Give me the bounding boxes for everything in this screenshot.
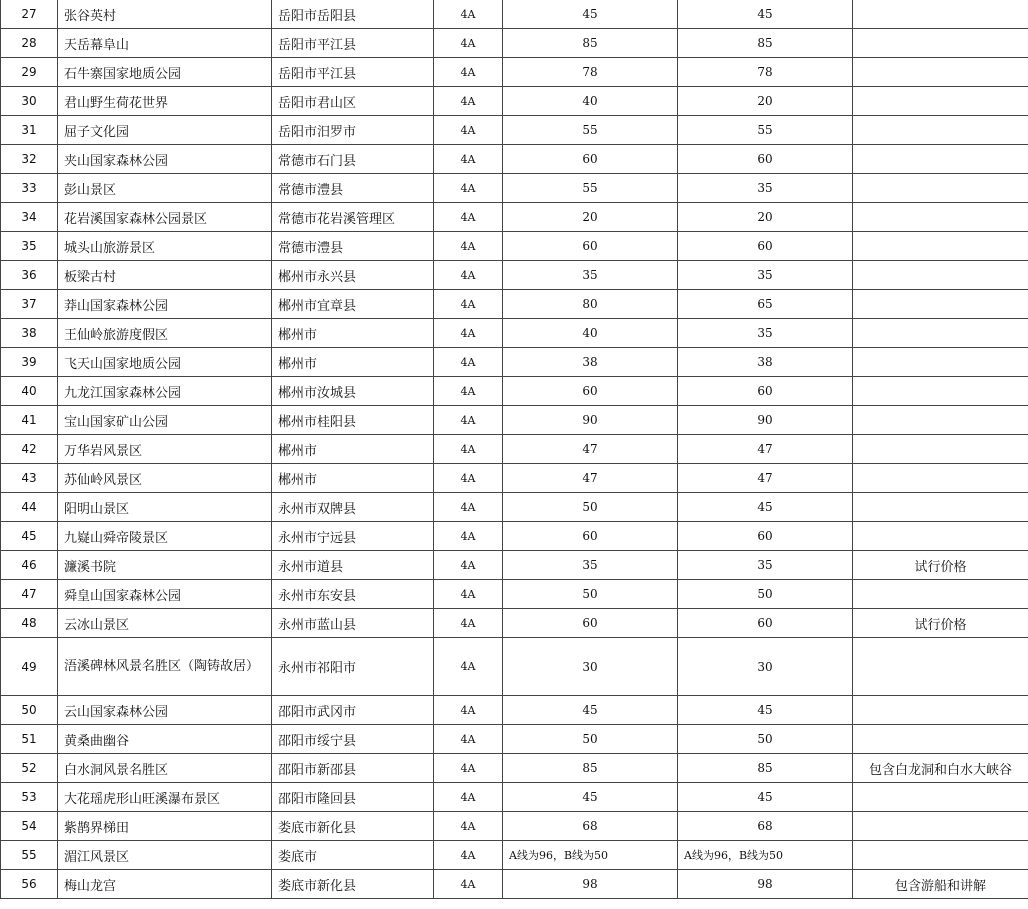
ticket-price: A线为96，B线为50 (503, 841, 678, 870)
scenic-location: 永州市道县 (272, 551, 434, 580)
scenic-name: 紫鹊界梯田 (58, 812, 272, 841)
scenic-location: 郴州市 (272, 464, 434, 493)
scenic-location: 岳阳市平江县 (272, 29, 434, 58)
scenic-location: 永州市双牌县 (272, 493, 434, 522)
scenic-grade: 4A (434, 116, 503, 145)
row-index: 44 (1, 493, 58, 522)
scenic-location: 邵阳市新邵县 (272, 754, 434, 783)
adjusted-price: 30 (678, 638, 853, 696)
remark (853, 116, 1028, 145)
row-index: 48 (1, 609, 58, 638)
scenic-location: 娄底市新化县 (272, 870, 434, 899)
ticket-price: 50 (503, 725, 678, 754)
scenic-grade: 4A (434, 551, 503, 580)
row-index: 41 (1, 406, 58, 435)
adjusted-price: 50 (678, 580, 853, 609)
ticket-price: 85 (503, 29, 678, 58)
scenic-name: 宝山国家矿山公园 (58, 406, 272, 435)
scenic-grade: 4A (434, 232, 503, 261)
scenic-name: 屈子文化园 (58, 116, 272, 145)
remark (853, 203, 1028, 232)
scenic-name: 黄桑曲幽谷 (58, 725, 272, 754)
adjusted-price: A线为96，B线为50 (678, 841, 853, 870)
scenic-location: 永州市东安县 (272, 580, 434, 609)
scenic-name: 张谷英村 (58, 0, 272, 29)
ticket-price: 55 (503, 116, 678, 145)
ticket-price: 78 (503, 58, 678, 87)
adjusted-price: 45 (678, 783, 853, 812)
ticket-price: 90 (503, 406, 678, 435)
table-row (1, 348, 1028, 377)
scenic-location: 岳阳市汨罗市 (272, 116, 434, 145)
scenic-grade: 4A (434, 0, 503, 29)
scenic-grade: 4A (434, 812, 503, 841)
remark (853, 522, 1028, 551)
scenic-name: 飞天山国家地质公园 (58, 348, 272, 377)
scenic-location: 郴州市 (272, 319, 434, 348)
adjusted-price: 45 (678, 0, 853, 29)
ticket-price: 30 (503, 638, 678, 696)
remark: 包含白龙洞和白水大峡谷 (853, 754, 1028, 783)
remark (853, 348, 1028, 377)
scenic-grade: 4A (434, 464, 503, 493)
scenic-name: 彭山景区 (58, 174, 272, 203)
scenic-location: 郴州市宜章县 (272, 290, 434, 319)
remark: 试行价格 (853, 551, 1028, 580)
adjusted-price: 85 (678, 29, 853, 58)
scenic-name: 大花瑶虎形山旺溪瀑布景区 (58, 783, 272, 812)
row-index: 33 (1, 174, 58, 203)
scenic-grade: 4A (434, 319, 503, 348)
table-row (1, 812, 1028, 841)
remark: 包含游船和讲解 (853, 870, 1028, 899)
scenic-grade: 4A (434, 435, 503, 464)
scenic-grade: 4A (434, 638, 503, 696)
table-row (1, 174, 1028, 203)
ticket-price: 60 (503, 522, 678, 551)
remark (853, 696, 1028, 725)
row-index: 31 (1, 116, 58, 145)
table-row (1, 203, 1028, 232)
scenic-location: 常德市澧县 (272, 174, 434, 203)
scenic-grade: 4A (434, 696, 503, 725)
scenic-location: 郴州市汝城县 (272, 377, 434, 406)
remark (853, 232, 1028, 261)
ticket-price: 45 (503, 0, 678, 29)
row-index: 55 (1, 841, 58, 870)
row-index: 56 (1, 870, 58, 899)
row-index: 32 (1, 145, 58, 174)
row-index: 29 (1, 58, 58, 87)
row-index: 51 (1, 725, 58, 754)
scenic-name: 苏仙岭风景区 (58, 464, 272, 493)
adjusted-price: 60 (678, 377, 853, 406)
scenic-name: 板梁古村 (58, 261, 272, 290)
adjusted-price: 35 (678, 319, 853, 348)
row-index: 28 (1, 29, 58, 58)
scenic-location: 邵阳市绥宁县 (272, 725, 434, 754)
row-index: 49 (1, 638, 58, 696)
ticket-price: 47 (503, 435, 678, 464)
adjusted-price: 35 (678, 174, 853, 203)
row-index: 38 (1, 319, 58, 348)
ticket-price: 45 (503, 783, 678, 812)
remark (853, 87, 1028, 116)
remark (853, 493, 1028, 522)
scenic-location: 邵阳市隆回县 (272, 783, 434, 812)
remark (853, 435, 1028, 464)
remark (853, 464, 1028, 493)
ticket-price: 60 (503, 377, 678, 406)
table-body (1, 0, 1028, 899)
table-row (1, 464, 1028, 493)
scenic-name: 天岳幕阜山 (58, 29, 272, 58)
scenic-grade: 4A (434, 870, 503, 899)
remark (853, 58, 1028, 87)
scenic-location: 郴州市 (272, 348, 434, 377)
table-row (1, 522, 1028, 551)
scenic-grade: 4A (434, 522, 503, 551)
scenic-grade: 4A (434, 348, 503, 377)
adjusted-price: 35 (678, 551, 853, 580)
table-row (1, 551, 1028, 580)
adjusted-price: 60 (678, 609, 853, 638)
ticket-price: 68 (503, 812, 678, 841)
scenic-location: 永州市蓝山县 (272, 609, 434, 638)
remark (853, 406, 1028, 435)
adjusted-price: 20 (678, 87, 853, 116)
scenic-name: 舜皇山国家森林公园 (58, 580, 272, 609)
scenic-grade: 4A (434, 203, 503, 232)
scenic-location: 郴州市桂阳县 (272, 406, 434, 435)
scenic-grade: 4A (434, 58, 503, 87)
scenic-name: 浯溪碑林风景名胜区（陶铸故居） (58, 638, 272, 696)
scenic-location: 常德市石门县 (272, 145, 434, 174)
scenic-grade: 4A (434, 580, 503, 609)
adjusted-price: 35 (678, 261, 853, 290)
row-index: 46 (1, 551, 58, 580)
scenic-location: 常德市澧县 (272, 232, 434, 261)
adjusted-price: 45 (678, 493, 853, 522)
scenic-location: 娄底市新化县 (272, 812, 434, 841)
scenic-grade: 4A (434, 406, 503, 435)
remark (853, 580, 1028, 609)
table-row (1, 580, 1028, 609)
ticket-price: 80 (503, 290, 678, 319)
remark (853, 319, 1028, 348)
scenic-grade: 4A (434, 725, 503, 754)
remark (853, 377, 1028, 406)
row-index: 40 (1, 377, 58, 406)
scenic-name: 湄江风景区 (58, 841, 272, 870)
remark (853, 290, 1028, 319)
scenic-location: 郴州市永兴县 (272, 261, 434, 290)
scenic-name: 白水洞风景名胜区 (58, 754, 272, 783)
ticket-price: 60 (503, 232, 678, 261)
ticket-price: 50 (503, 493, 678, 522)
ticket-price: 20 (503, 203, 678, 232)
table-row (1, 841, 1028, 870)
scenic-grade: 4A (434, 783, 503, 812)
scenic-location: 岳阳市平江县 (272, 58, 434, 87)
adjusted-price: 68 (678, 812, 853, 841)
scenic-name: 九嶷山舜帝陵景区 (58, 522, 272, 551)
row-index: 27 (1, 0, 58, 29)
table-row (1, 783, 1028, 812)
scenic-grade: 4A (434, 377, 503, 406)
adjusted-price: 78 (678, 58, 853, 87)
ticket-price: 40 (503, 319, 678, 348)
scenic-grade: 4A (434, 493, 503, 522)
table-row (1, 145, 1028, 174)
adjusted-price: 85 (678, 754, 853, 783)
scenic-location: 永州市宁远县 (272, 522, 434, 551)
table-row (1, 0, 1028, 29)
row-index: 45 (1, 522, 58, 551)
table-row (1, 116, 1028, 145)
table-row (1, 58, 1028, 87)
ticket-price: 50 (503, 580, 678, 609)
scenic-grade: 4A (434, 87, 503, 116)
adjusted-price: 50 (678, 725, 853, 754)
scenic-grade: 4A (434, 29, 503, 58)
remark (853, 261, 1028, 290)
ticket-price: 38 (503, 348, 678, 377)
scenic-name: 云山国家森林公园 (58, 696, 272, 725)
row-index: 43 (1, 464, 58, 493)
scenic-name: 梅山龙宫 (58, 870, 272, 899)
remark (853, 841, 1028, 870)
scenic-location: 永州市祁阳市 (272, 638, 434, 696)
remark: 试行价格 (853, 609, 1028, 638)
remark (853, 0, 1028, 29)
table-row (1, 754, 1028, 783)
scenic-name: 花岩溪国家森林公园景区 (58, 203, 272, 232)
table-row (1, 377, 1028, 406)
scenic-name: 王仙岭旅游度假区 (58, 319, 272, 348)
scenic-location: 岳阳市君山区 (272, 87, 434, 116)
scenic-name: 万华岩风景区 (58, 435, 272, 464)
scenic-name: 城头山旅游景区 (58, 232, 272, 261)
adjusted-price: 60 (678, 522, 853, 551)
ticket-price: 85 (503, 754, 678, 783)
row-index: 52 (1, 754, 58, 783)
scenic-name: 濂溪书院 (58, 551, 272, 580)
ticket-price: 98 (503, 870, 678, 899)
row-index: 47 (1, 580, 58, 609)
table-row (1, 261, 1028, 290)
scenic-location: 邵阳市武冈市 (272, 696, 434, 725)
scenic-name: 夹山国家森林公园 (58, 145, 272, 174)
row-index: 54 (1, 812, 58, 841)
adjusted-price: 60 (678, 145, 853, 174)
table-row (1, 696, 1028, 725)
scenic-location: 娄底市 (272, 841, 434, 870)
row-index: 42 (1, 435, 58, 464)
row-index: 36 (1, 261, 58, 290)
remark (853, 812, 1028, 841)
scenic-name: 莽山国家森林公园 (58, 290, 272, 319)
table-row (1, 232, 1028, 261)
adjusted-price: 55 (678, 116, 853, 145)
ticket-price: 35 (503, 261, 678, 290)
row-index: 30 (1, 87, 58, 116)
table-row (1, 87, 1028, 116)
remark (853, 145, 1028, 174)
adjusted-price: 98 (678, 870, 853, 899)
row-index: 34 (1, 203, 58, 232)
remark (853, 174, 1028, 203)
adjusted-price: 47 (678, 435, 853, 464)
ticket-price: 47 (503, 464, 678, 493)
ticket-price: 60 (503, 145, 678, 174)
remark (853, 29, 1028, 58)
scenic-name: 阳明山景区 (58, 493, 272, 522)
adjusted-price: 65 (678, 290, 853, 319)
remark (853, 638, 1028, 696)
row-index: 37 (1, 290, 58, 319)
scenic-grade: 4A (434, 261, 503, 290)
table-row (1, 435, 1028, 464)
ticket-price: 60 (503, 609, 678, 638)
adjusted-price: 38 (678, 348, 853, 377)
ticket-price: 45 (503, 696, 678, 725)
row-index: 35 (1, 232, 58, 261)
table-row (1, 870, 1028, 899)
row-index: 53 (1, 783, 58, 812)
remark (853, 783, 1028, 812)
scenic-location: 岳阳市岳阳县 (272, 0, 434, 29)
scenic-grade: 4A (434, 290, 503, 319)
adjusted-price: 45 (678, 696, 853, 725)
remark (853, 725, 1028, 754)
ticket-price: 35 (503, 551, 678, 580)
scenic-location: 郴州市 (272, 435, 434, 464)
ticket-price: 55 (503, 174, 678, 203)
scenic-grade: 4A (434, 754, 503, 783)
scenic-grade: 4A (434, 841, 503, 870)
table-row (1, 725, 1028, 754)
table-row (1, 638, 1028, 696)
adjusted-price: 20 (678, 203, 853, 232)
table-row (1, 290, 1028, 319)
adjusted-price: 60 (678, 232, 853, 261)
row-index: 50 (1, 696, 58, 725)
scenic-name: 九龙江国家森林公园 (58, 377, 272, 406)
scenic-grade: 4A (434, 609, 503, 638)
table-row (1, 29, 1028, 58)
scenic-grade: 4A (434, 174, 503, 203)
scenic-name: 石牛寨国家地质公园 (58, 58, 272, 87)
table-row (1, 609, 1028, 638)
scenic-name: 君山野生荷花世界 (58, 87, 272, 116)
adjusted-price: 90 (678, 406, 853, 435)
ticket-price: 40 (503, 87, 678, 116)
table-row (1, 406, 1028, 435)
adjusted-price: 47 (678, 464, 853, 493)
row-index: 39 (1, 348, 58, 377)
table-row (1, 319, 1028, 348)
scenic-name: 云冰山景区 (58, 609, 272, 638)
scenic-grade: 4A (434, 145, 503, 174)
scenic-location: 常德市花岩溪管理区 (272, 203, 434, 232)
table-row (1, 493, 1028, 522)
